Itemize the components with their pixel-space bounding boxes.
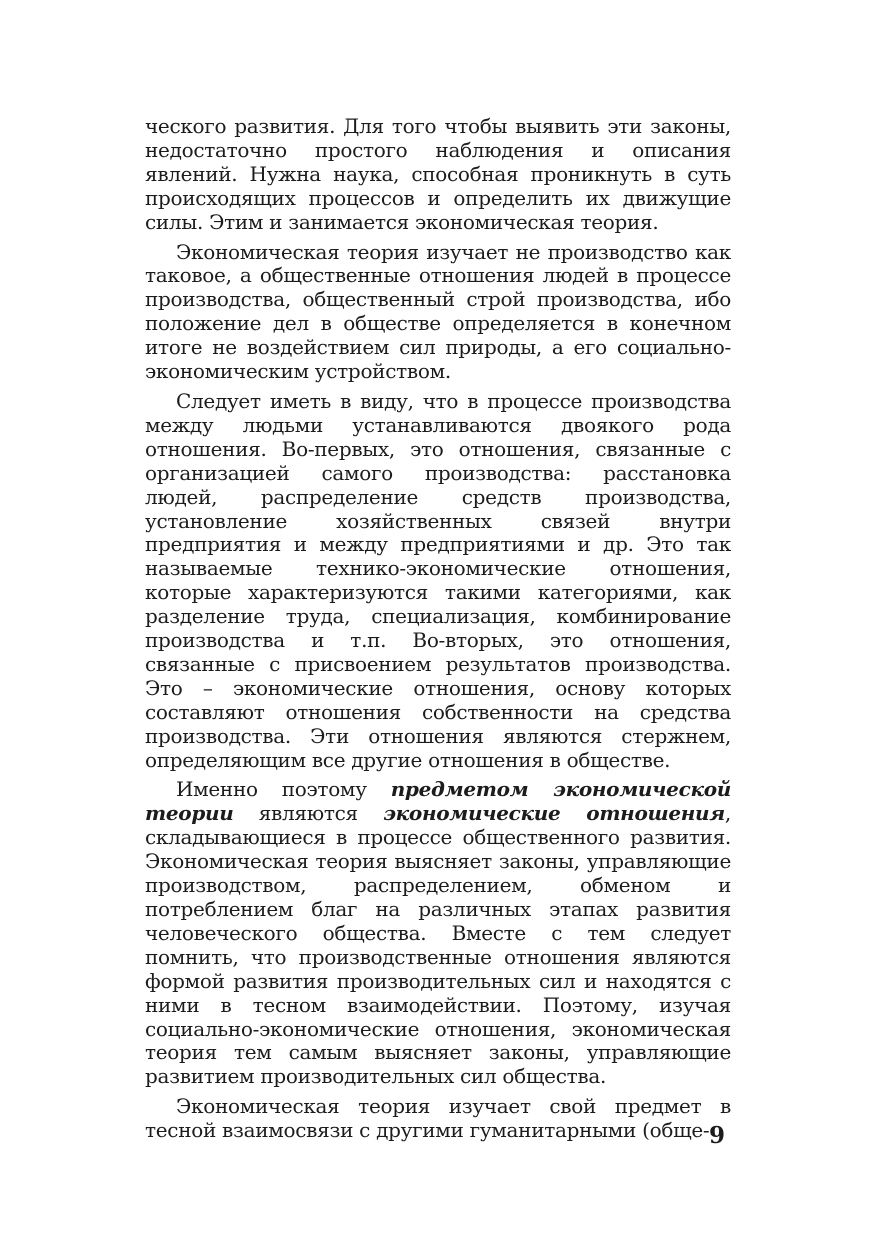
emphasized-term-subject: предметом экономической теории: [145, 777, 731, 826]
paragraph-4-middle: являются: [233, 801, 384, 826]
paragraph-4-intro: Именно поэтому: [176, 777, 391, 802]
paragraph-4: [145, 778, 731, 1089]
paragraph-4-rest: , складывающиеся в процессе общественного развития. Экономическая теория выясняет законы, управляющие производством, распределением, обменом и потреблением благ на различных этапах развития человеческого общества. Вместе с тем следует помнить, что производственные отношения являются формой развития производительных сил и находятся с ними в тесном взаимодействии. Поэтому, изучая социально-экономические отношения, экономическая теория тем самым выясняет законы, управляющие развитием производительных сил общества.: [145, 801, 731, 1089]
paragraph-5: Экономическая теория изучает свой предмет в тесной взаимосвязи с другими гуманитарными (обще-: [145, 1094, 731, 1143]
paragraph-1: ческого развития. Для того чтобы выявить эти законы, недостаточно простого наблюдения и описания явлений. Нужна наука, способная проникнуть в суть происходящих процессов и определить их движущие силы. Этим и занимается экономическая теория.: [145, 114, 731, 234]
paragraph-3: Следует иметь в виду, что в процессе производства между людьми устанавливаются двоякого рода отношения. Во-первых, это отношения, связанные с организацией самого производства: расстановка людей, распределение средств производства, установление хозяйственных связей внутри предприятия и между предприятиями и др. Это так называемые технико-экономические отношения, которые характеризуются такими категориями, как разделение труда, специализация, комбинирование производства и т.п. Во-вторых, это отношения, связанные с присвоением результатов производства. Это – экономические отношения, основу которых составляют отношения собственности на средства производства. Эти отношения являются стержнем, определяющим все другие отношения в обществе.: [145, 388, 731, 772]
emphasized-term-relations: экономические отношения: [383, 801, 725, 826]
paragraph-2: Экономическая теория изучает не производство как таковое, а общественные отношения людей в процессе производства, общественный строй производства, ибо положение дел в обществе определяется в конечном итоге не воздействием сил природы, а его социально-экономическим устройством.: [145, 239, 731, 384]
page-text: [145, 115, 731, 1149]
page-number: 9: [709, 1122, 726, 1149]
